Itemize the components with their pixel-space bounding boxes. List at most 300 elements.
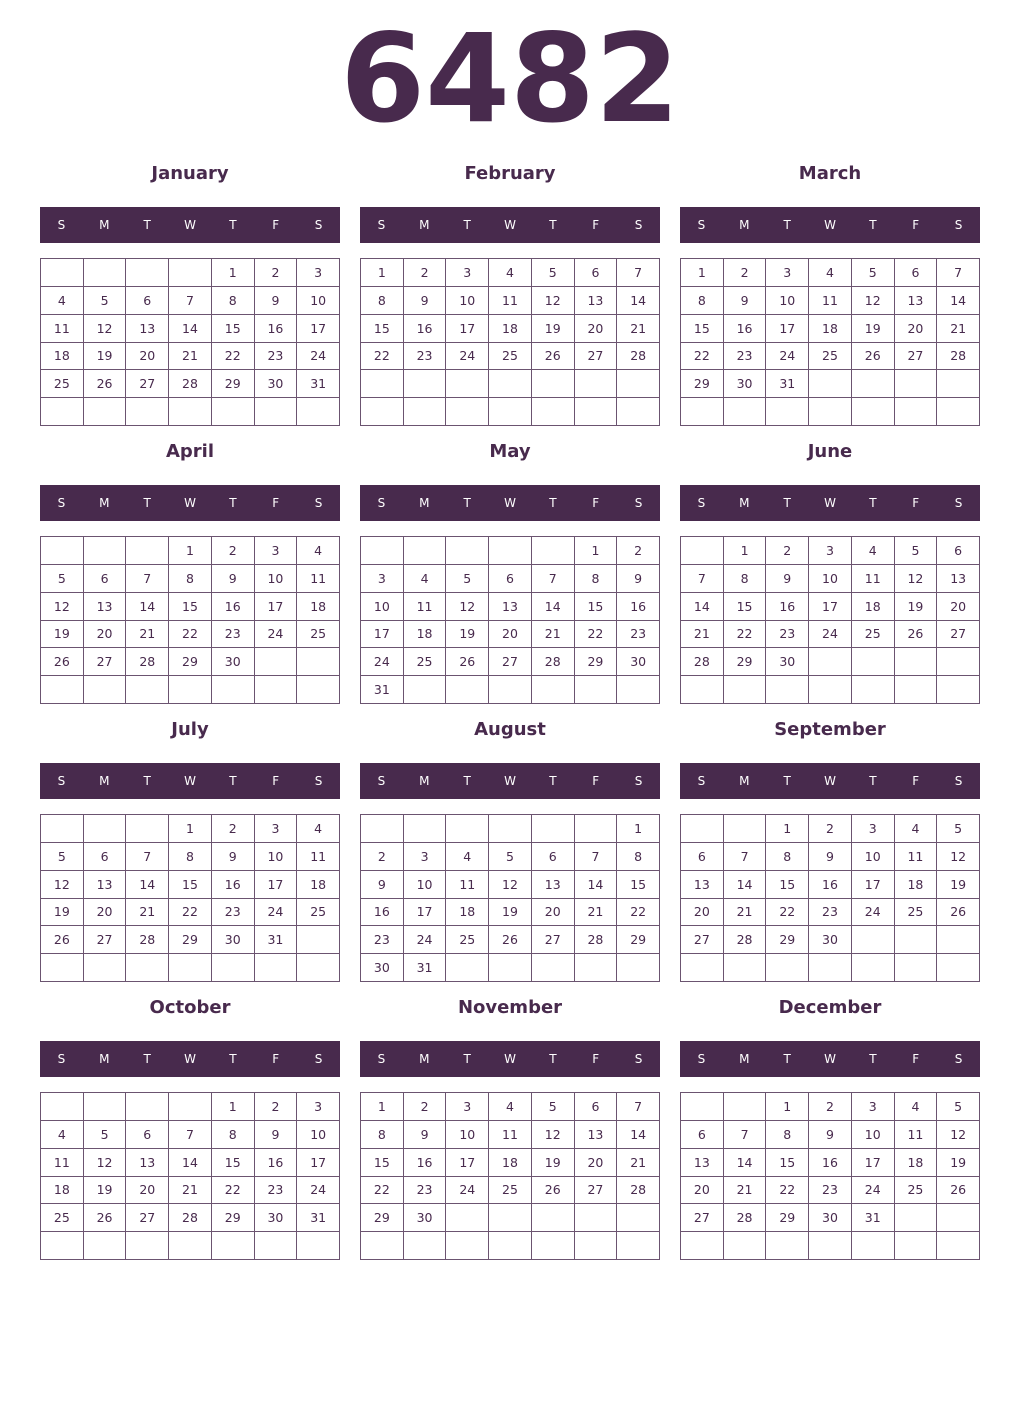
day-cell	[446, 370, 489, 398]
day-cell	[852, 398, 895, 426]
day-cell: 23	[255, 1177, 298, 1205]
weekday-label: F	[272, 218, 280, 232]
day-cell: 31	[297, 1204, 340, 1232]
day-cell	[297, 954, 340, 982]
day-cell: 7	[169, 1121, 212, 1149]
day-cell: 22	[169, 621, 212, 649]
day-cell: 26	[937, 1177, 980, 1205]
day-cell	[404, 370, 447, 398]
day-cell	[937, 1204, 980, 1232]
day-cell: 17	[809, 593, 852, 621]
day-cell: 17	[404, 899, 447, 927]
day-cell: 6	[84, 565, 127, 593]
day-cell	[126, 259, 169, 287]
day-cell: 26	[532, 1177, 575, 1205]
day-cell: 3	[446, 1093, 489, 1121]
day-cell: 7	[169, 287, 212, 315]
weekday-label: S	[377, 218, 386, 232]
day-cell: 11	[41, 1149, 84, 1177]
day-cell	[41, 1232, 84, 1260]
day-cell	[489, 1232, 532, 1260]
month-name: August	[474, 719, 546, 740]
day-cell: 25	[489, 343, 532, 371]
day-cell	[724, 1232, 767, 1260]
day-cell	[895, 1232, 938, 1260]
day-cell: 4	[895, 815, 938, 843]
day-cell	[297, 926, 340, 954]
weekday-label: W	[504, 774, 516, 788]
weekday-label: S	[314, 496, 323, 510]
day-cell	[41, 954, 84, 982]
day-cell: 30	[809, 926, 852, 954]
day-cell: 23	[404, 1177, 447, 1205]
day-cell: 31	[361, 676, 404, 704]
month-name: April	[165, 441, 215, 462]
day-cell: 1	[361, 259, 404, 287]
day-cell: 4	[852, 537, 895, 565]
day-cell: 12	[852, 287, 895, 315]
day-cell: 21	[169, 1177, 212, 1205]
day-cell: 4	[895, 1093, 938, 1121]
day-cell: 11	[895, 1121, 938, 1149]
day-cell: 16	[404, 315, 447, 343]
day-cell: 17	[852, 1149, 895, 1177]
day-cell	[212, 1232, 255, 1260]
day-cell: 7	[724, 843, 767, 871]
day-cell	[489, 370, 532, 398]
day-cell	[446, 676, 489, 704]
day-cell: 17	[446, 315, 489, 343]
weekday-label: F	[592, 496, 600, 510]
weekday-label: F	[912, 218, 920, 232]
day-cell: 2	[617, 537, 660, 565]
day-cell: 14	[169, 315, 212, 343]
day-cell: 11	[297, 843, 340, 871]
weekday-label: F	[272, 1052, 280, 1066]
day-cell	[489, 954, 532, 982]
day-cell: 28	[724, 926, 767, 954]
weekday-label: M	[419, 774, 430, 788]
day-cell: 23	[766, 621, 809, 649]
day-cell: 25	[297, 621, 340, 649]
day-cell: 13	[681, 871, 724, 899]
weekday-header	[680, 485, 980, 521]
weekday-label: T	[549, 1052, 557, 1066]
day-cell: 14	[724, 1149, 767, 1177]
weekday-label: W	[504, 496, 516, 510]
day-cell: 24	[852, 899, 895, 927]
day-cell	[297, 676, 340, 704]
day-cell: 8	[361, 1121, 404, 1149]
weekday-label: T	[229, 218, 237, 232]
day-cell: 26	[895, 621, 938, 649]
day-cell: 3	[852, 815, 895, 843]
day-grid	[360, 1092, 660, 1260]
day-cell: 13	[575, 1121, 618, 1149]
day-cell: 29	[724, 648, 767, 676]
day-cell	[126, 954, 169, 982]
day-cell: 22	[724, 621, 767, 649]
day-cell: 15	[681, 315, 724, 343]
day-cell: 8	[617, 843, 660, 871]
month-name: January	[151, 163, 229, 184]
day-cell	[809, 648, 852, 676]
day-cell: 30	[809, 1204, 852, 1232]
day-cell: 3	[297, 1093, 340, 1121]
day-cell	[489, 398, 532, 426]
day-cell: 27	[575, 343, 618, 371]
day-cell	[766, 954, 809, 982]
day-cell: 19	[41, 621, 84, 649]
day-cell: 19	[41, 899, 84, 927]
weekday-label: T	[783, 496, 791, 510]
day-cell: 2	[212, 537, 255, 565]
day-cell	[361, 398, 404, 426]
day-cell: 20	[84, 899, 127, 927]
day-cell: 1	[681, 259, 724, 287]
day-cell: 14	[126, 871, 169, 899]
day-cell: 15	[766, 1149, 809, 1177]
day-grid	[680, 814, 980, 982]
weekday-label: T	[549, 496, 557, 510]
day-cell: 26	[41, 926, 84, 954]
weekday-label: W	[504, 1052, 516, 1066]
day-cell: 18	[809, 315, 852, 343]
day-cell: 28	[724, 1204, 767, 1232]
day-cell: 9	[766, 565, 809, 593]
day-cell: 31	[297, 370, 340, 398]
day-cell: 12	[937, 1121, 980, 1149]
day-cell: 19	[446, 621, 489, 649]
day-cell: 29	[766, 926, 809, 954]
day-cell: 3	[255, 815, 298, 843]
day-cell: 25	[895, 899, 938, 927]
day-cell	[532, 815, 575, 843]
month-name: November	[457, 997, 563, 1018]
day-cell: 22	[766, 899, 809, 927]
day-cell	[852, 370, 895, 398]
day-cell: 21	[575, 899, 618, 927]
day-cell: 5	[41, 565, 84, 593]
day-cell: 21	[126, 899, 169, 927]
weekday-label: M	[419, 496, 430, 510]
day-cell: 21	[169, 343, 212, 371]
day-cell	[617, 954, 660, 982]
day-cell	[809, 398, 852, 426]
weekday-header	[360, 485, 660, 521]
day-cell: 10	[446, 287, 489, 315]
day-cell: 22	[681, 343, 724, 371]
day-cell: 21	[937, 315, 980, 343]
day-cell	[532, 1232, 575, 1260]
day-cell: 29	[361, 1204, 404, 1232]
day-cell: 3	[255, 537, 298, 565]
weekday-label: F	[592, 774, 600, 788]
weekday-header	[40, 485, 340, 521]
day-cell: 28	[532, 648, 575, 676]
day-cell: 3	[809, 537, 852, 565]
day-cell: 20	[532, 899, 575, 927]
day-cell: 20	[84, 621, 127, 649]
weekday-label: M	[419, 1052, 430, 1066]
day-cell	[126, 537, 169, 565]
day-cell: 13	[126, 1149, 169, 1177]
day-cell: 2	[361, 843, 404, 871]
month-name: March	[798, 163, 862, 184]
weekday-label: S	[954, 218, 963, 232]
day-cell: 11	[41, 315, 84, 343]
day-cell: 1	[169, 815, 212, 843]
day-cell: 11	[852, 565, 895, 593]
weekday-label: M	[739, 774, 750, 788]
day-cell: 14	[724, 871, 767, 899]
weekday-label: S	[314, 1052, 323, 1066]
day-cell	[126, 398, 169, 426]
day-cell: 9	[724, 287, 767, 315]
day-cell: 9	[404, 1121, 447, 1149]
day-cell: 16	[766, 593, 809, 621]
day-cell	[681, 1093, 724, 1121]
weekday-label: F	[912, 774, 920, 788]
day-cell	[852, 676, 895, 704]
weekday-label: T	[549, 218, 557, 232]
day-cell: 25	[41, 370, 84, 398]
weekday-label: F	[592, 1052, 600, 1066]
day-cell: 18	[489, 1149, 532, 1177]
day-cell	[532, 676, 575, 704]
day-cell	[404, 676, 447, 704]
day-cell	[681, 954, 724, 982]
day-cell: 6	[575, 1093, 618, 1121]
day-cell: 2	[724, 259, 767, 287]
day-cell: 12	[489, 871, 532, 899]
day-cell: 29	[169, 926, 212, 954]
day-grid	[40, 1092, 340, 1260]
day-cell: 2	[809, 815, 852, 843]
day-cell: 13	[681, 1149, 724, 1177]
day-cell: 19	[84, 343, 127, 371]
day-cell	[404, 537, 447, 565]
weekday-label: S	[57, 218, 66, 232]
day-cell: 13	[84, 593, 127, 621]
weekday-label: T	[463, 218, 471, 232]
day-cell: 20	[937, 593, 980, 621]
day-cell	[532, 398, 575, 426]
day-cell: 14	[169, 1149, 212, 1177]
day-cell	[724, 398, 767, 426]
day-cell: 24	[297, 343, 340, 371]
day-grid	[40, 258, 340, 426]
day-cell: 5	[532, 259, 575, 287]
weekday-label: S	[57, 774, 66, 788]
day-cell: 11	[895, 843, 938, 871]
day-cell: 24	[255, 621, 298, 649]
weekday-label: W	[824, 218, 836, 232]
day-cell: 5	[41, 843, 84, 871]
day-cell	[126, 1093, 169, 1121]
day-cell: 5	[84, 287, 127, 315]
day-cell: 6	[575, 259, 618, 287]
weekday-label: W	[184, 774, 196, 788]
day-cell: 1	[212, 259, 255, 287]
day-cell	[724, 954, 767, 982]
day-cell: 15	[724, 593, 767, 621]
weekday-label: S	[697, 218, 706, 232]
day-cell: 23	[809, 1177, 852, 1205]
day-cell: 25	[489, 1177, 532, 1205]
day-cell: 14	[937, 287, 980, 315]
weekday-label: T	[143, 774, 151, 788]
day-cell: 22	[212, 343, 255, 371]
day-cell	[681, 815, 724, 843]
day-cell: 14	[532, 593, 575, 621]
day-cell: 7	[126, 565, 169, 593]
day-cell: 6	[126, 287, 169, 315]
weekday-label: F	[272, 774, 280, 788]
day-cell: 13	[575, 287, 618, 315]
day-cell	[169, 1093, 212, 1121]
weekday-label: T	[783, 218, 791, 232]
day-cell: 12	[84, 1149, 127, 1177]
day-cell: 1	[212, 1093, 255, 1121]
day-cell: 2	[404, 259, 447, 287]
day-cell: 6	[681, 1121, 724, 1149]
day-cell	[169, 954, 212, 982]
weekday-label: S	[57, 1052, 66, 1066]
day-cell: 20	[489, 621, 532, 649]
day-cell: 10	[255, 843, 298, 871]
weekday-label: F	[912, 496, 920, 510]
day-cell	[895, 648, 938, 676]
day-cell: 28	[681, 648, 724, 676]
day-cell	[84, 259, 127, 287]
weekday-header	[360, 207, 660, 243]
day-cell	[575, 676, 618, 704]
weekday-label: T	[463, 496, 471, 510]
weekday-label: T	[869, 218, 877, 232]
day-cell: 22	[766, 1177, 809, 1205]
weekday-label: W	[824, 496, 836, 510]
day-cell: 12	[446, 593, 489, 621]
weekday-label: S	[314, 218, 323, 232]
day-cell: 25	[446, 926, 489, 954]
day-cell	[809, 954, 852, 982]
day-cell	[617, 398, 660, 426]
day-cell: 23	[724, 343, 767, 371]
day-cell: 10	[297, 287, 340, 315]
day-cell: 9	[809, 1121, 852, 1149]
day-grid	[40, 536, 340, 704]
weekday-header	[360, 763, 660, 799]
weekday-label: M	[739, 218, 750, 232]
day-cell: 22	[361, 1177, 404, 1205]
day-cell	[169, 1232, 212, 1260]
weekday-header	[40, 763, 340, 799]
day-cell: 29	[575, 648, 618, 676]
day-cell: 29	[681, 370, 724, 398]
day-cell	[84, 398, 127, 426]
day-cell: 23	[255, 343, 298, 371]
weekday-label: S	[954, 496, 963, 510]
day-cell: 24	[255, 899, 298, 927]
day-cell	[489, 815, 532, 843]
day-cell: 13	[489, 593, 532, 621]
day-cell	[809, 370, 852, 398]
day-cell	[41, 259, 84, 287]
day-cell: 5	[852, 259, 895, 287]
day-cell: 16	[212, 871, 255, 899]
month-name: September	[774, 719, 886, 740]
day-cell	[126, 1232, 169, 1260]
day-cell: 20	[126, 343, 169, 371]
day-cell	[41, 815, 84, 843]
day-cell: 28	[169, 1204, 212, 1232]
weekday-label: W	[504, 218, 516, 232]
weekday-header	[40, 207, 340, 243]
day-cell	[489, 676, 532, 704]
day-cell	[169, 676, 212, 704]
day-cell: 27	[126, 370, 169, 398]
day-cell	[575, 398, 618, 426]
day-cell	[297, 398, 340, 426]
day-cell: 10	[297, 1121, 340, 1149]
day-cell: 2	[404, 1093, 447, 1121]
day-cell: 26	[41, 648, 84, 676]
weekday-label: T	[869, 496, 877, 510]
day-cell: 30	[724, 370, 767, 398]
weekday-label: F	[272, 496, 280, 510]
day-cell: 11	[297, 565, 340, 593]
day-cell: 17	[255, 871, 298, 899]
weekday-header	[360, 1041, 660, 1077]
day-cell: 27	[681, 926, 724, 954]
weekday-label: F	[912, 1052, 920, 1066]
day-cell: 19	[937, 1149, 980, 1177]
day-cell	[41, 398, 84, 426]
day-cell: 8	[724, 565, 767, 593]
day-cell	[41, 676, 84, 704]
weekday-label: S	[634, 1052, 643, 1066]
day-cell: 10	[446, 1121, 489, 1149]
day-cell: 1	[169, 537, 212, 565]
day-cell: 3	[361, 565, 404, 593]
day-cell	[681, 676, 724, 704]
day-cell	[404, 815, 447, 843]
weekday-label: T	[783, 1052, 791, 1066]
day-cell: 29	[212, 1204, 255, 1232]
day-cell: 5	[446, 565, 489, 593]
day-cell: 6	[489, 565, 532, 593]
day-cell: 31	[852, 1204, 895, 1232]
day-cell: 15	[169, 871, 212, 899]
day-cell	[212, 954, 255, 982]
weekday-label: S	[314, 774, 323, 788]
weekday-header	[680, 1041, 980, 1077]
day-cell	[84, 1232, 127, 1260]
day-cell	[766, 676, 809, 704]
day-cell: 13	[84, 871, 127, 899]
day-cell: 23	[212, 899, 255, 927]
weekday-label: T	[783, 774, 791, 788]
day-cell	[937, 954, 980, 982]
day-cell	[446, 398, 489, 426]
weekday-label: S	[57, 496, 66, 510]
day-cell: 9	[404, 287, 447, 315]
day-cell: 18	[404, 621, 447, 649]
day-cell: 9	[809, 843, 852, 871]
day-cell: 8	[212, 287, 255, 315]
day-cell: 19	[895, 593, 938, 621]
